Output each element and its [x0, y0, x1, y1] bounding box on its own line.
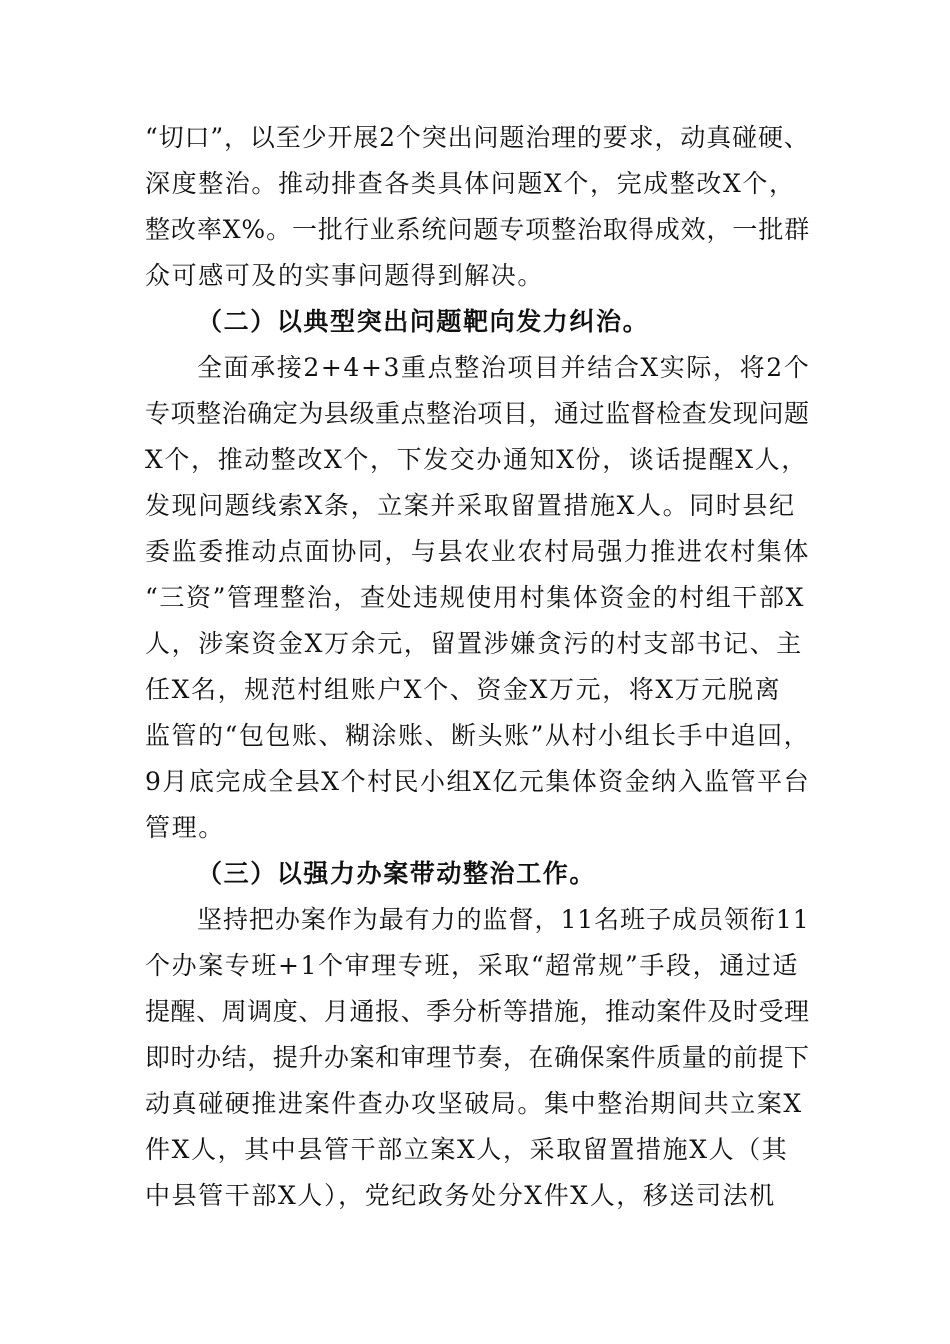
- section-heading-3: （三）以强力办案带动整治工作。: [197, 859, 597, 888]
- text-line-24: 中县管干部X人），党纪政务处分X件X人，移送司法机: [145, 1181, 776, 1210]
- text-line-11: “三资”管理整治，查处违规使用村集体资金的村组干部X: [145, 583, 805, 612]
- text-line-13: 任X名，规范村组账户X个、资金X万元，将X万元脱离: [145, 675, 782, 704]
- text-line-6: 全面承接2+4+3重点整治项目并结合X实际，将2个: [197, 353, 811, 382]
- text-line-4: 众可感可及的实事问题得到解决。: [145, 261, 545, 290]
- text-line-18: 坚持把办案作为最有力的监督，11名班子成员领衔11: [197, 905, 810, 934]
- text-line-16: 管理。: [145, 813, 225, 842]
- text-line-10: 委监委推动点面协同，与县农业农村局强力推进农村集体: [145, 537, 811, 566]
- text-line-20: 提醒、周调度、月通报、季分析等措施，推动案件及时受理: [145, 997, 810, 1026]
- text-line-14: 监管的“包包账、糊涂账、断头账”从村小组长手中追回，: [145, 721, 811, 750]
- text-line-21: 即时办结，提升办案和审理节奏，在确保案件质量的前提下: [145, 1043, 810, 1072]
- text-line-8: X个，推动整改X个，下发交办通知X份，谈话提醒X人，: [145, 445, 808, 474]
- text-line-19: 个办案专班+1个审理专班，采取“超常规”手段，通过适: [145, 951, 800, 980]
- text-line-23: 件X人，其中县管干部立案X人，采取留置措施X人（其: [145, 1135, 789, 1164]
- text-line-7: 专项整治确定为县级重点整治项目，通过监督检查发现问题: [145, 399, 810, 428]
- text-line-9: 发现问题线索X条，立案并采取留置措施X人。同时县纪: [145, 491, 796, 520]
- section-heading-2: （二）以典型突出问题靶向发力纠治。: [197, 307, 650, 336]
- text-line-3: 整改率X%。一批行业系统问题专项整治取得成效，一批群: [145, 215, 811, 244]
- text-line-2: 深度整治。推动排查各类具体问题X个，完成整改X个，: [145, 169, 796, 198]
- text-line-22: 动真碰硬推进案件查办攻坚破局。集中整治期间共立案X: [145, 1089, 803, 1118]
- text-line-15: 9月底完成全县X个村民小组X亿元集体资金纳入监管平台: [145, 767, 811, 796]
- text-line-1: “切口”，以至少开展2个突出问题治理的要求，动真碰硬、: [145, 123, 810, 152]
- text-line-12: 人，涉案资金X万余元，留置涉嫌贪污的村支部书记、主: [145, 629, 803, 658]
